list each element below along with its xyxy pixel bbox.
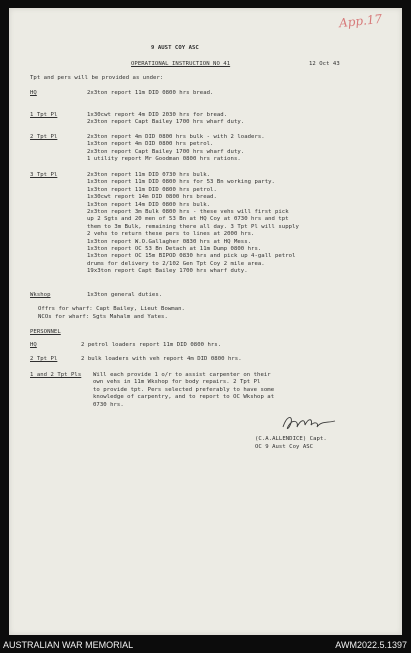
section-line: 2x3ton report 4m DID 0800 hrs bulk - with 2 loaders. bbox=[87, 134, 265, 140]
signatory-name: (C.A.ALLENDICE) Capt. bbox=[255, 436, 327, 442]
footer-collection: AUSTRALIAN WAR MEMORIAL bbox=[3, 640, 134, 650]
section-line: them to 3m Bulk, remaining there all day. 3 Tpt Pl will supply bbox=[87, 223, 299, 230]
section-line: 1x30cwt report 14m DID 0800 hrs bread. bbox=[87, 194, 217, 201]
unit-heading: 9 AUST COY ASC bbox=[151, 45, 199, 51]
section-line: 1x3ton report 14m DID 0800 hrs bulk. bbox=[87, 201, 211, 208]
personnel-line: 0730 hrs. bbox=[93, 401, 124, 408]
footer-accession: AWM2022.5.1397 bbox=[335, 640, 407, 650]
personnel-label: 2 Tpt Pl bbox=[30, 356, 58, 362]
section-line: 1x3ton report OC 15m BIPOD 0830 hrs and pick up 4-gall petrol bbox=[87, 253, 296, 260]
section-line: 1x3ton report 11m DID 0800 hrs for 53 Bn working party. bbox=[87, 179, 275, 186]
archive-footer bbox=[0, 637, 411, 653]
personnel-line: knowledge of carpentry, and to report to OC Wkshop at bbox=[93, 394, 275, 401]
section-line: 19x3ton report Capt Bailey 1700 hrs wharf duty. bbox=[87, 268, 248, 275]
section-line: 2x3ton report 11m DID 0800 hrs bread. bbox=[87, 90, 214, 96]
section-line: 1x3ton report 4m DID 0800 hrs petrol. bbox=[87, 141, 214, 148]
section-label: 1 Tpt Pl bbox=[30, 112, 58, 118]
intro-text: Tpt and pers will be provided as under: bbox=[30, 75, 164, 81]
ncos-wharf: NCOs for wharf: Sgts Mahalm and Yates. bbox=[38, 314, 168, 320]
document-page bbox=[9, 8, 402, 635]
section-label: 3 Tpt Pl bbox=[30, 172, 58, 178]
section-label: Wkshop bbox=[30, 292, 51, 298]
section-line: 1x30cwt report 4m DID 2030 hrs for bread. bbox=[87, 112, 228, 118]
personnel-label: 1 and 2 Tpt Pls bbox=[30, 372, 82, 378]
section-label: 2 Tpt Pl bbox=[30, 134, 58, 140]
personnel-label: HQ bbox=[30, 342, 37, 348]
instruction-date: 12 Oct 43 bbox=[309, 61, 340, 67]
section-line: 2x3ton report Capt Bailey 1700 hrs wharf duty. bbox=[87, 148, 245, 155]
signatory-position: OC 9 Aust Coy ASC bbox=[255, 444, 314, 450]
document-body bbox=[9, 8, 402, 635]
section-line: up 2 Sgts and 20 men of 53 Bn at HQ Coy at 0730 hrs and tpt bbox=[87, 216, 289, 223]
personnel-line: own vehs in 11m Wkshop for body repairs. 2 Tpt Pl bbox=[93, 379, 261, 386]
personnel-line: Will each provide 1 o/r to assist carpenter on their bbox=[93, 372, 271, 378]
instruction-title: OPERATIONAL INSTRUCTION NO 41 bbox=[131, 61, 231, 67]
section-line: 1x3ton general duties. bbox=[87, 292, 163, 298]
signature-mark bbox=[279, 411, 339, 435]
offrs-wharf: Offrs for wharf: Capt Bailey, Lieut Bowman. bbox=[38, 306, 185, 312]
section-line: 1x3ton report OC 53 Bn Detach at 11m Dump 0800 hrs. bbox=[87, 246, 262, 252]
section-label: HQ bbox=[30, 90, 37, 96]
section-line: 1x3ton report 11m DID 0800 hrs petrol. bbox=[87, 186, 217, 193]
section-line: 2x3ton report 11m DID 0730 hrs bulk. bbox=[87, 172, 211, 178]
section-line: 1 utility report Mr Goodman 0800 hrs rations. bbox=[87, 156, 241, 163]
personnel-heading: PERSONNEL bbox=[30, 329, 61, 335]
personnel-line: 2 bulk loaders with veh report 4m DID 0800 hrs. bbox=[81, 356, 242, 362]
section-line: 2x3ton report Capt Bailey 1700 hrs wharf duty. bbox=[87, 119, 245, 126]
section-line: 2 vehs to return these pers to lines at 2000 hrs. bbox=[87, 231, 255, 238]
section-line: drums for delivery to 2/102 Gen Tpt Coy 2 mile area. bbox=[87, 260, 265, 267]
section-line: 1x3ton report W.O.Gallagher 0830 hrs at HQ Mess. bbox=[87, 238, 252, 245]
section-line: 2x3ton report 3m Bulk 0800 hrs - these vehs will first pick bbox=[87, 209, 289, 215]
personnel-line: to provide tpt. Pers selected preferably to have some bbox=[93, 386, 275, 393]
archive-annotation: App.17 bbox=[338, 11, 383, 31]
personnel-line: 2 petrol loaders report 11m DID 0800 hrs. bbox=[81, 342, 222, 348]
